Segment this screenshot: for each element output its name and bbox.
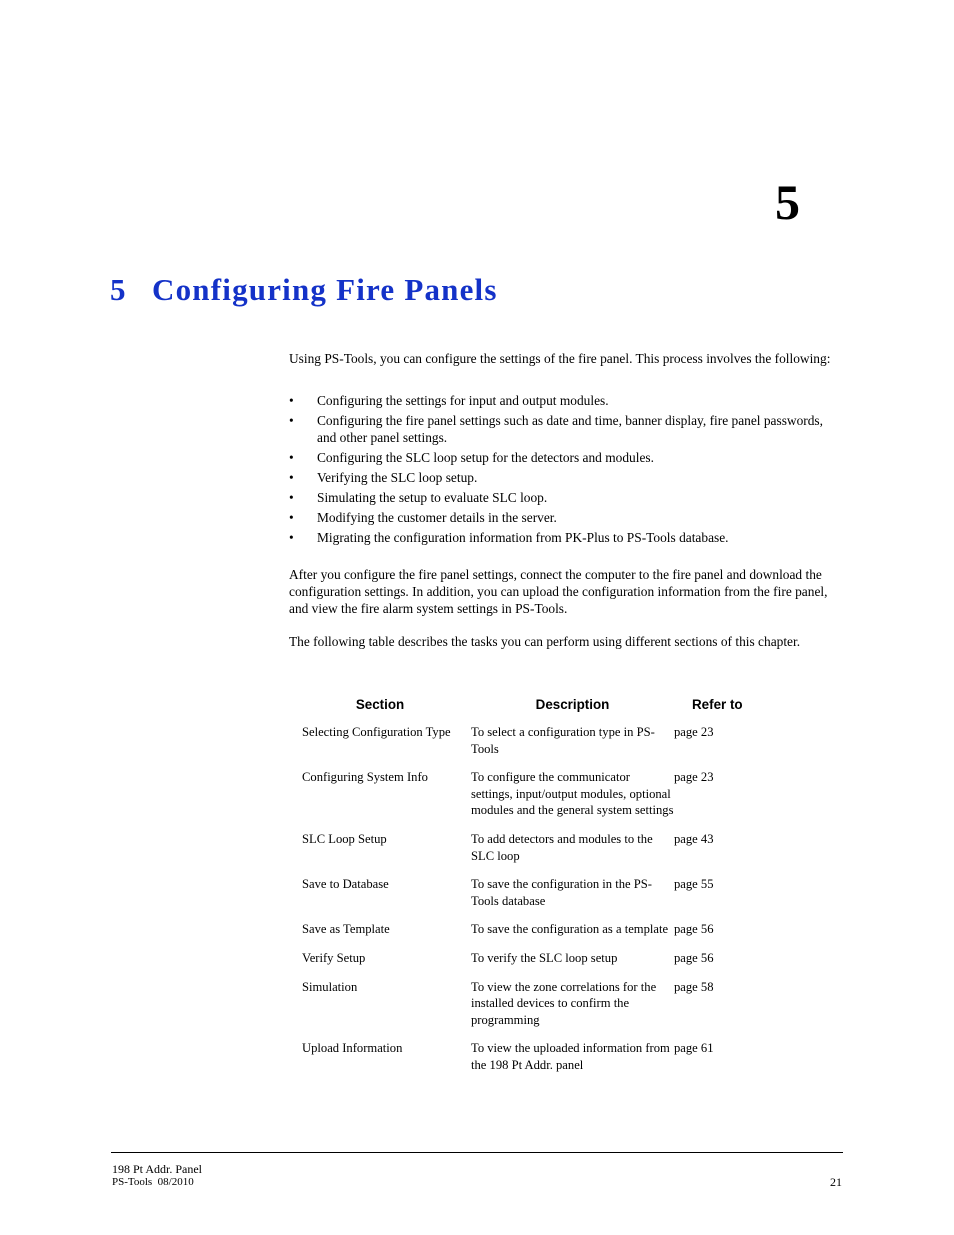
list-item-text: Verifying the SLC loop setup. xyxy=(317,470,478,485)
cell-refer-to: page 61 xyxy=(674,1041,714,1056)
chapter-heading xyxy=(110,268,498,312)
cell-section: Save as Template xyxy=(302,922,390,937)
bullet-icon: • xyxy=(289,510,294,525)
cell-description: To view the uploaded information from the 198 Pt Addr. panel xyxy=(471,1041,670,1072)
table-row xyxy=(289,1040,849,1085)
intro-paragraph: Using PS-Tools, you can configure the settings of the fire panel. This process involves the following: xyxy=(289,351,831,366)
footer-divider xyxy=(111,1152,843,1153)
list-item-text: Configuring the SLC loop setup for the detectors and modules. xyxy=(317,450,654,465)
cell-description: To select a configuration type in PS-Tools xyxy=(471,725,655,756)
task-table xyxy=(289,690,849,1086)
cell-section: Selecting Configuration Type xyxy=(302,725,451,739)
cell-refer-to: page 23 xyxy=(674,770,714,785)
list-item-text: Configuring the settings for input and output modules. xyxy=(317,393,609,408)
cell-description: To verify the SLC loop setup xyxy=(471,950,618,965)
cell-section: Upload Information xyxy=(302,1041,403,1056)
footer-product-name: 198 Pt Addr. Panel xyxy=(112,1162,203,1176)
chapter-number: 5 xyxy=(775,174,800,230)
table-row xyxy=(289,979,849,1041)
header-description: Description xyxy=(535,697,610,712)
list-item xyxy=(289,509,844,526)
chapter-heading-number: 5 xyxy=(110,272,127,307)
list-item xyxy=(289,412,844,446)
table-row xyxy=(289,950,849,979)
configuration-paragraph: After you configure the fire panel settings, connect the computer to the fire panel and download the configuration settings. In addition, you can upload the configuration information from the fire panel, and view the fire alarm system settings in PS-Tools. xyxy=(289,567,828,616)
cell-section: Simulation xyxy=(302,979,358,994)
cell-refer-to: page 56 xyxy=(674,950,714,965)
footer-version: PS-Tools 08/2010 xyxy=(112,1176,194,1188)
table-row xyxy=(289,876,849,921)
bullet-icon: • xyxy=(289,530,294,545)
list-item-text: Modifying the customer details in the server. xyxy=(317,510,557,525)
cell-section: Save to Database xyxy=(302,877,389,892)
list-item-text: Migrating the configuration information from PK-Plus to PS-Tools database. xyxy=(317,530,729,545)
list-item xyxy=(289,469,844,486)
cell-description: To save the configuration in the PS-Tools database xyxy=(471,877,652,908)
bullet-icon: • xyxy=(289,393,294,408)
table-intro-paragraph: The following table describes the tasks you can perform using different sections of this chapter. xyxy=(289,634,801,649)
cell-description: To save the configuration as a template xyxy=(471,922,669,937)
bullet-icon: • xyxy=(289,490,294,505)
cell-refer-to: page 58 xyxy=(674,979,714,994)
table-row xyxy=(289,831,849,876)
cell-refer-to: page 23 xyxy=(674,725,714,739)
task-bullet-list xyxy=(289,392,844,549)
cell-description: To add detectors and modules to the SLC loop xyxy=(471,831,653,863)
cell-description: To configure the communicator settings, input/output modules, optional modules and the general system settings xyxy=(471,770,674,818)
bullet-icon: • xyxy=(289,450,294,465)
list-item xyxy=(289,529,844,546)
bullet-icon: • xyxy=(289,413,294,428)
list-item-text: Simulating the setup to evaluate SLC loop. xyxy=(317,490,548,505)
list-item-text: Configuring the fire panel settings such as date and time, banner display, fire panel passwords, and other panel settings. xyxy=(317,413,823,445)
cell-section: SLC Loop Setup xyxy=(302,831,387,846)
cell-refer-to: page 43 xyxy=(674,831,714,846)
cell-description: To view the zone correlations for the installed devices to confirm the programming xyxy=(471,979,657,1027)
table-row xyxy=(289,769,849,831)
chapter-heading-title: Configuring Fire Panels xyxy=(152,272,498,307)
cell-refer-to: page 56 xyxy=(674,922,714,937)
list-item xyxy=(289,392,844,409)
bullet-icon: • xyxy=(289,470,294,485)
table-row xyxy=(289,921,849,950)
header-section: Section xyxy=(355,697,405,712)
table-header-row xyxy=(289,690,849,724)
table-row xyxy=(289,724,849,769)
list-item xyxy=(289,449,844,466)
cell-section: Verify Setup xyxy=(302,950,366,965)
footer-page-number: 21 xyxy=(830,1175,842,1189)
list-item xyxy=(289,489,844,506)
header-refer-to: Refer to xyxy=(692,697,743,712)
cell-section: Configuring System Info xyxy=(302,770,428,785)
cell-refer-to: page 55 xyxy=(674,877,714,892)
